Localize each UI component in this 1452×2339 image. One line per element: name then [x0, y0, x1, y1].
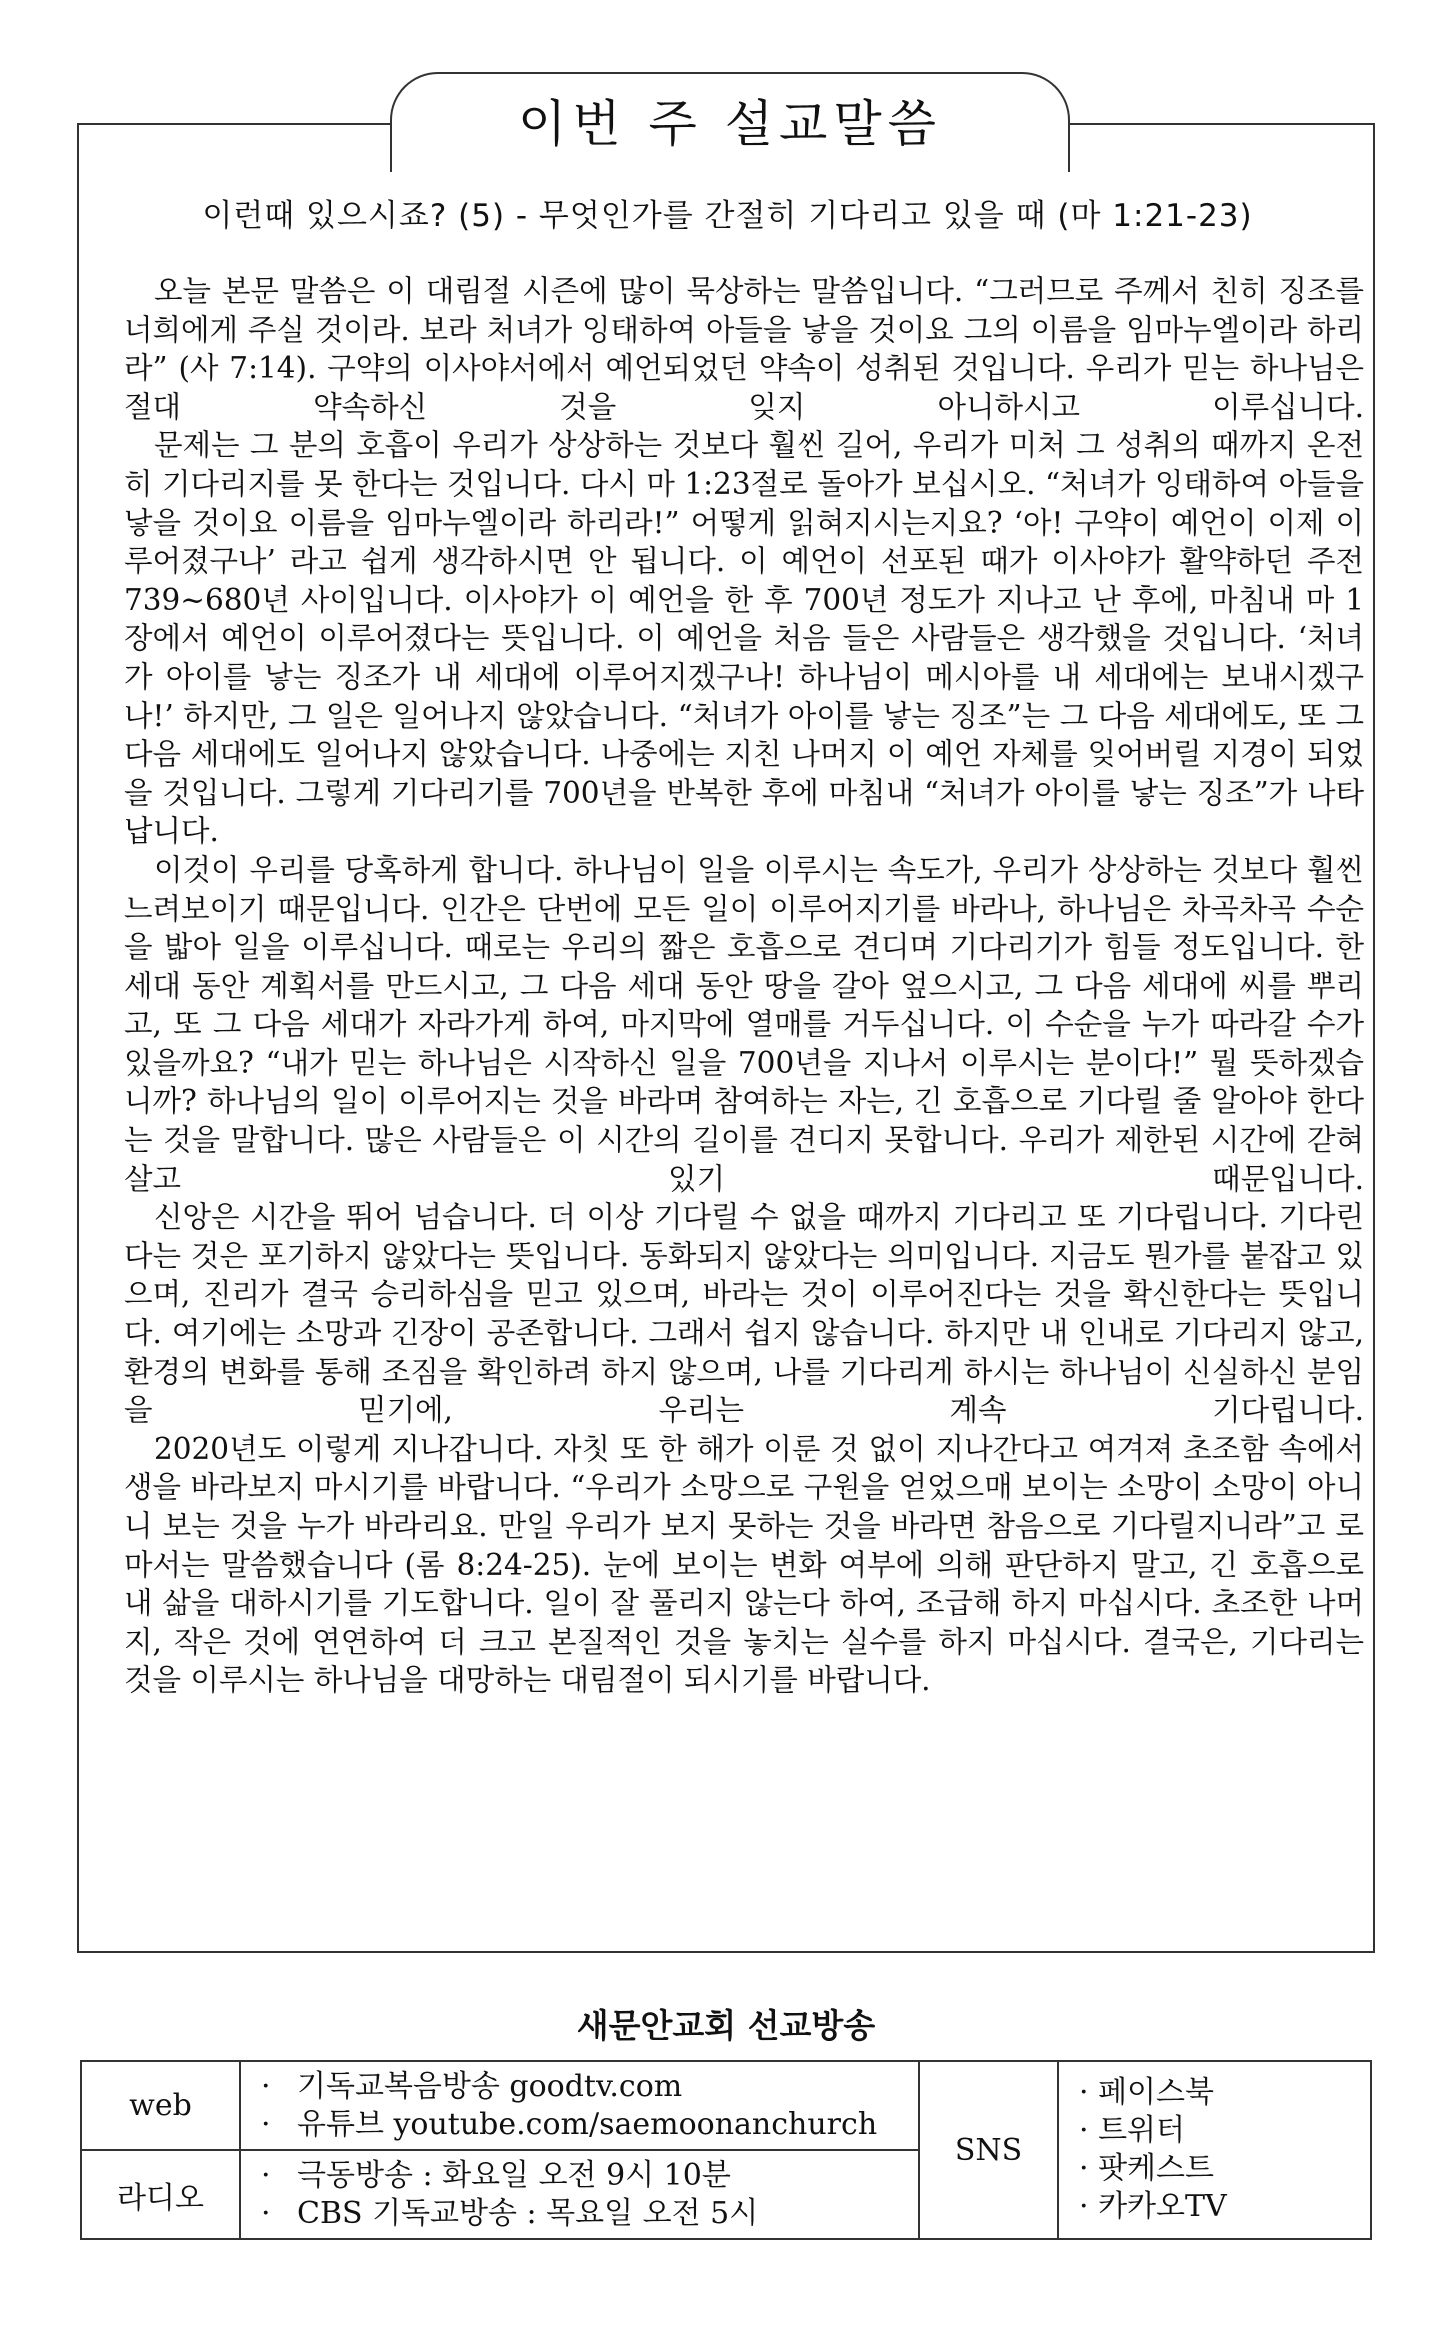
sns-item[interactable]: · 카카오TV	[1079, 2189, 1227, 2224]
sermon-subtitle: 이런때 있으시죠? (5) - 무엇인가를 간절히 기다리고 있을 때 (마 1:21-23)	[202, 198, 1253, 234]
sns-label: SNS	[919, 2061, 1058, 2239]
paragraph-5: 2020년도 이렇게 지나갑니다. 자칫 또 한 해가 이룬 것 없이 지나간다고 여겨져 초조함 속에서 생을 바라보지 마시기를 바랍니다. “우리가 소망으로 구원을 얻었으매 보이는 소망이 소망이 아니니 보는 것을 누가 바라리요. 만일 우리가 보지 못하는 것을 바라면 참음으로 기다릴지니라”고 로마서는 말씀했습니다 (롬 8:24-25). 눈에 보이는 변화 여부에 의해 판단하지 말고, 긴 호흡으로 내 삶을 대하시기를 기도합니다. 일이 잘 풀리지 않는다 하여, 조급해 하지 마십시다. 초조한 나머지, 작은 것에 연연하여 더 크고 본질적인 것을 놓치는 실수를 하지 마십시다. 결국은, 기다리는 것을 이루시는 하나님을 대망하는 대림절이 되시기를 바랍니다.	[124, 1431, 1364, 1698]
paragraph-3: 이것이 우리를 당혹하게 합니다. 하나님이 일을 이루시는 속도가, 우리가 상상하는 것보다 훨씬 느려보이기 때문입니다. 인간은 단번에 모든 일이 이루어지기를 바라나, 하나님은 차곡차곡 수순을 밟아 일을 이루십니다. 때로는 우리의 짧은 호흡으로 견디며 기다리기가 힘들 정도입니다. 한 세대 동안 계획서를 만드시고, 그 다음 세대 동안 땅을 갈아 엎으시고, 그 다음 세대에 씨를 뿌리고, 또 그 다음 세대가 자라가게 하여, 마지막에 열매를 거두십니다. 이 수순을 누가 따라갈 수가 있을까요? “내가 믿는 하나님은 시작하신 일을 700년을 지나서 이루시는 분이다!” 뭘 뜻하겠습니까? 하나님의 일이 이루어지는 것을 바라며 참여하는 자는, 긴 호흡으로 기다릴 줄 알아야 한다는 것을 말합니다. 많은 사람들은 이 시간의 길이를 견디지 못합니다. 우리가 제한된 시간에 갇혀 살고 있기 때문입니다.	[124, 852, 1364, 1196]
radio-item: · 극동방송 : 화요일 오전 9시 10분	[261, 2157, 731, 2193]
page-title: 이번 주 설교말씀	[518, 95, 942, 153]
paragraph-4: 신앙은 시간을 뛰어 넘습니다. 더 이상 기다릴 수 없을 때까지 기다리고 또 기다립니다. 기다린다는 것은 포기하지 않았다는 뜻입니다. 동화되지 않았다는 의미입니다. 지금도 뭔가를 붙잡고 있으며, 진리가 결국 승리하심을 믿고 있으며, 바라는 것이 이루어진다는 것을 확신한다는 뜻입니다. 여기에는 소망과 긴장이 공존합니다. 그래서 쉽지 않습니다. 하지만 내 인내로 기다리지 않고, 환경의 변화를 통해 조짐을 확인하려 하지 않으며, 나를 기다리게 하시는 하나님이 신실하신 분임을 믿기에, 우리는 계속 기다립니다.	[124, 1200, 1364, 1428]
web-links	[240, 2061, 919, 2150]
footer-title: 새문안교회 선교방송	[576, 2006, 876, 2045]
web-item[interactable]: · 기독교복음방송 goodtv.com	[261, 2068, 683, 2104]
broadcast-info-table	[80, 2060, 1372, 2240]
sns-list	[1058, 2061, 1371, 2239]
web-label: web	[81, 2061, 240, 2150]
web-item[interactable]: · 유튜브 youtube.com/saemoonanchurch	[261, 2106, 878, 2142]
sns-item[interactable]: · 팟케스트	[1079, 2151, 1214, 2186]
radio-label: 라디오	[81, 2150, 240, 2239]
sns-item[interactable]: · 트위터	[1079, 2113, 1186, 2148]
paragraph-1: 오늘 본문 말씀은 이 대림절 시즌에 많이 묵상하는 말씀입니다. “그러므로 주께서 친히 징조를 너희에게 주실 것이라. 보라 처녀가 잉태하여 아들을 낳을 것이요 그의 이름을 임마누엘이라 하리라” (사 7:14). 구약의 이사야서에서 예언되었던 약속이 성취된 것입니다. 우리가 믿는 하나님은 절대 약속하신 것을 잊지 아니하시고 이루십니다.	[124, 274, 1364, 424]
radio-links	[240, 2150, 919, 2239]
sns-item[interactable]: · 페이스북	[1079, 2075, 1214, 2110]
radio-item: · CBS 기독교방송 : 목요일 오전 5시	[261, 2195, 759, 2231]
sermon-body	[124, 272, 1364, 1700]
paragraph-2: 문제는 그 분의 호흡이 우리가 상상하는 것보다 훨씬 길어, 우리가 미처 그 성취의 때까지 온전히 기다리지를 못 한다는 것입니다. 다시 마 1:23절로 돌아가 보십시오. “처녀가 잉태하여 아들을 낳을 것이요 이름을 임마누엘이라 하리라!” 어떻게 읽혀지시는지요? ‘아! 구약이 예언이 이제 이루어졌구나’ 라고 쉽게 생각하시면 안 됩니다. 이 예언이 선포된 때가 이사야가 활약하던 주전 739~680년 사이입니다. 이사야가 이 예언을 한 후 700년 정도가 지나고 난 후에, 마침내 마 1장에서 예언이 이루어졌다는 뜻입니다. 이 예언을 처음 들은 사람들은 생각했을 것입니다. ‘처녀가 아이를 낳는 징조가 내 세대에 이루어지겠구나! 하나님이 메시아를 내 세대에는 보내시겠구나!’ 하지만, 그 일은 일어나지 않았습니다. “처녀가 아이를 낳는 징조”는 그 다음 세대에도, 또 그 다음 세대에도 일어나지 않았습니다. 나중에는 지친 나머지 이 예언 자체를 잊어버릴 지경이 되었을 것입니다. 그렇게 기다리기를 700년을 반복한 후에 마침내 “처녀가 아이를 낳는 징조”가 나타납니다.	[124, 428, 1364, 849]
title-tab	[390, 72, 1070, 172]
